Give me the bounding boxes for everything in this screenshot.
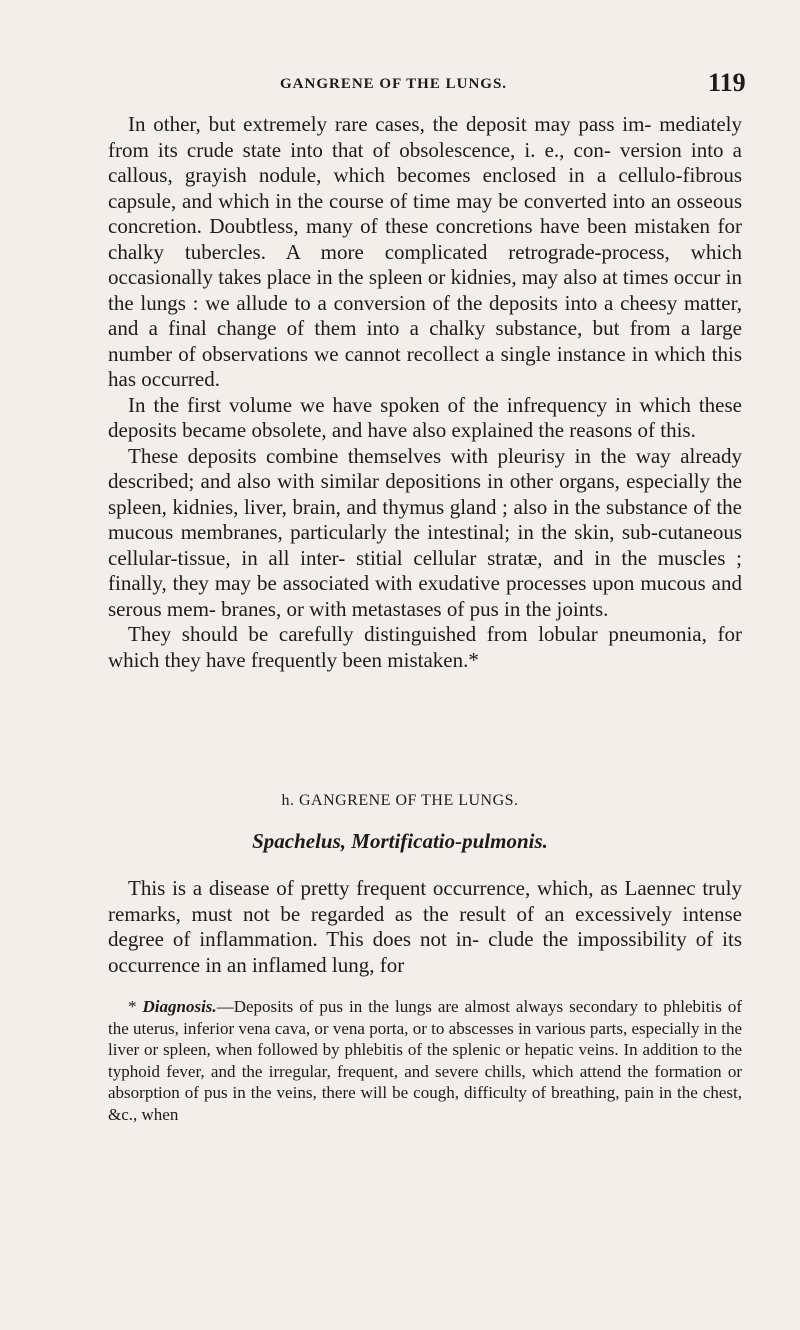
- section-heading: h. GANGRENE OF THE LUNGS.: [281, 792, 519, 809]
- page-number: 119: [708, 68, 746, 97]
- paragraph: In other, but extremely rare cases, the deposit may pass im- mediately from its crude state into that of obsolescence, i. e., con- version into a callous, grayish nodule, which becomes enclosed in a cellulo-fibrous capsule, and which in the course of time may be converted into an osseous concretion. Doubtless, many of these concretions have been mistaken for chalky tubercles. A more complicated retrograde-process, which occasionally takes place in the spleen or kidnies, may also at times occur in the lungs : we allude to a conversion of the deposits into a cheesy matter, and a final change of them into a chalky substance, but from a large number of observations we cannot recollect a single instance in which this has occurred.: [108, 112, 742, 391]
- footnote-marker: *: [128, 997, 143, 1016]
- footnote: [108, 996, 742, 1125]
- section-body-text: [108, 876, 742, 978]
- paragraph: This is a disease of pretty frequent occurrence, which, as Laennec truly remarks, must not be regarded as the result of an excessively intense degree of inflammation. This does not in- clude the impossibility of its occurrence in an inflamed lung, for: [108, 876, 742, 977]
- section-subheading: Spachelus, Mortificatio-pulmonis.: [252, 829, 548, 853]
- footnote-paragraph: [108, 996, 742, 1125]
- footnote-text: —Deposits of pus in the lungs are almost always secondary to phlebitis of the uterus, inferior vena cava, or vena porta, or to abscesses in various parts, especially in the liver or spleen, when followed by phlebitis of the splenic or hepatic veins. In addition to the typhoid fever, and the irregular, frequent, and severe chills, which attend the formation or absorption of pus in the veins, there will be cough, difficulty of breathing, pain in the chest, &c., when: [108, 997, 743, 1124]
- paragraph: In the first volume we have spoken of the infrequency in which these deposits became obsolete, and have also explained the reasons of this.: [108, 392, 742, 442]
- body-text: [108, 112, 742, 673]
- running-head: GANGRENE OF THE LUNGS.: [280, 76, 508, 92]
- footnote-heading: Diagnosis.: [142, 997, 217, 1016]
- paragraph: They should be carefully distinguished from lobular pneumonia, for which they have frequently been mistaken.*: [108, 622, 742, 672]
- paragraph: These deposits combine themselves with pleurisy in the way already described; and also with similar depositions in other organs, especially the spleen, kidnies, liver, brain, and thymus gland ; also in the substance of the mucous membranes, particularly the intestinal; in the skin, sub-cutaneous cellular-tissue, in all inter- stitial cellular stratæ, and in the muscles ; finally, they may be associated with exudative processes upon mucous and serous mem- branes, or with metastases of pus in the joints.: [108, 443, 742, 621]
